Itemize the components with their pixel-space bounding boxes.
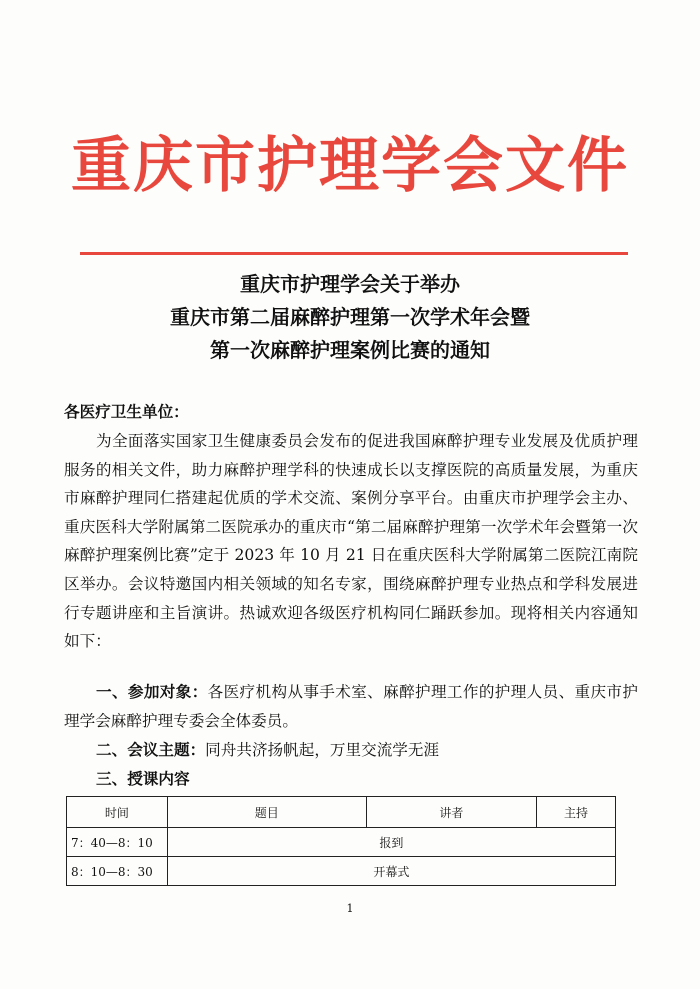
section-participants [64, 678, 638, 735]
row-time: 7：40—8：10 [67, 828, 168, 857]
document-header-title: 重庆市护理学会文件 [71, 131, 629, 201]
section-label: 一、参加对象： [96, 682, 208, 701]
header-host: 主持 [536, 797, 615, 828]
title-line: 重庆市护理学会关于举办 [240, 272, 460, 296]
section-course-content [64, 765, 638, 794]
row-time: 8：10—8：30 [67, 857, 168, 886]
section-text: 同舟共济扬帆起，万里交流学无涯 [205, 741, 440, 759]
title-line: 重庆市第二届麻醉护理第一次学术年会暨 [170, 305, 530, 329]
intro-paragraph: 为全面落实国家卫生健康委员会发布的促进我国麻醉护理专业发展及优质护理服务的相关文件，助力麻醉护理学科的快速成长以支撑医院的高质量发展，为重庆市麻醉护理同仁搭建起优质的学术交流、案例分享平台。由重庆市护理学会主办、重庆医科大学附属第二医院承办的重庆市“第二届麻醉护理第一次学术年会暨第一次麻醉护理案例比赛”定于 2023 年 10 月 21 日在重庆医科大学附属第二医院江南院区举办。会议特邀国内相关领域的知名专家，围绕麻醉护理专业热点和学科发展进行专题讲座和主旨演讲。热诚欢迎各级医疗机构同仁踊跃参加。现将相关内容通知如下： [64, 432, 638, 651]
table-header-row [67, 797, 616, 828]
header-topic: 题目 [167, 797, 366, 828]
header-time: 时间 [67, 797, 168, 828]
table-row [67, 857, 616, 886]
section-text: 各医疗机构从事手术室、麻醉护理工作的护理人员、重庆市护理学会麻醉护理专委会全体委员。 [64, 683, 638, 730]
header-divider [80, 252, 628, 255]
recipient-salutation: 各医疗卫生单位： [64, 402, 189, 421]
page-number: 1 [346, 902, 354, 915]
table-row [67, 828, 616, 857]
notice-title [60, 268, 640, 367]
section-theme [64, 736, 638, 765]
schedule-table [66, 796, 616, 886]
row-content: 开幕式 [167, 857, 615, 886]
title-line: 第一次麻醉护理案例比赛的通知 [210, 338, 490, 362]
row-content: 报到 [167, 828, 615, 857]
section-label: 三、授课内容 [96, 769, 190, 788]
header-speaker: 讲者 [366, 797, 536, 828]
section-label: 二、会议主题： [96, 740, 206, 759]
